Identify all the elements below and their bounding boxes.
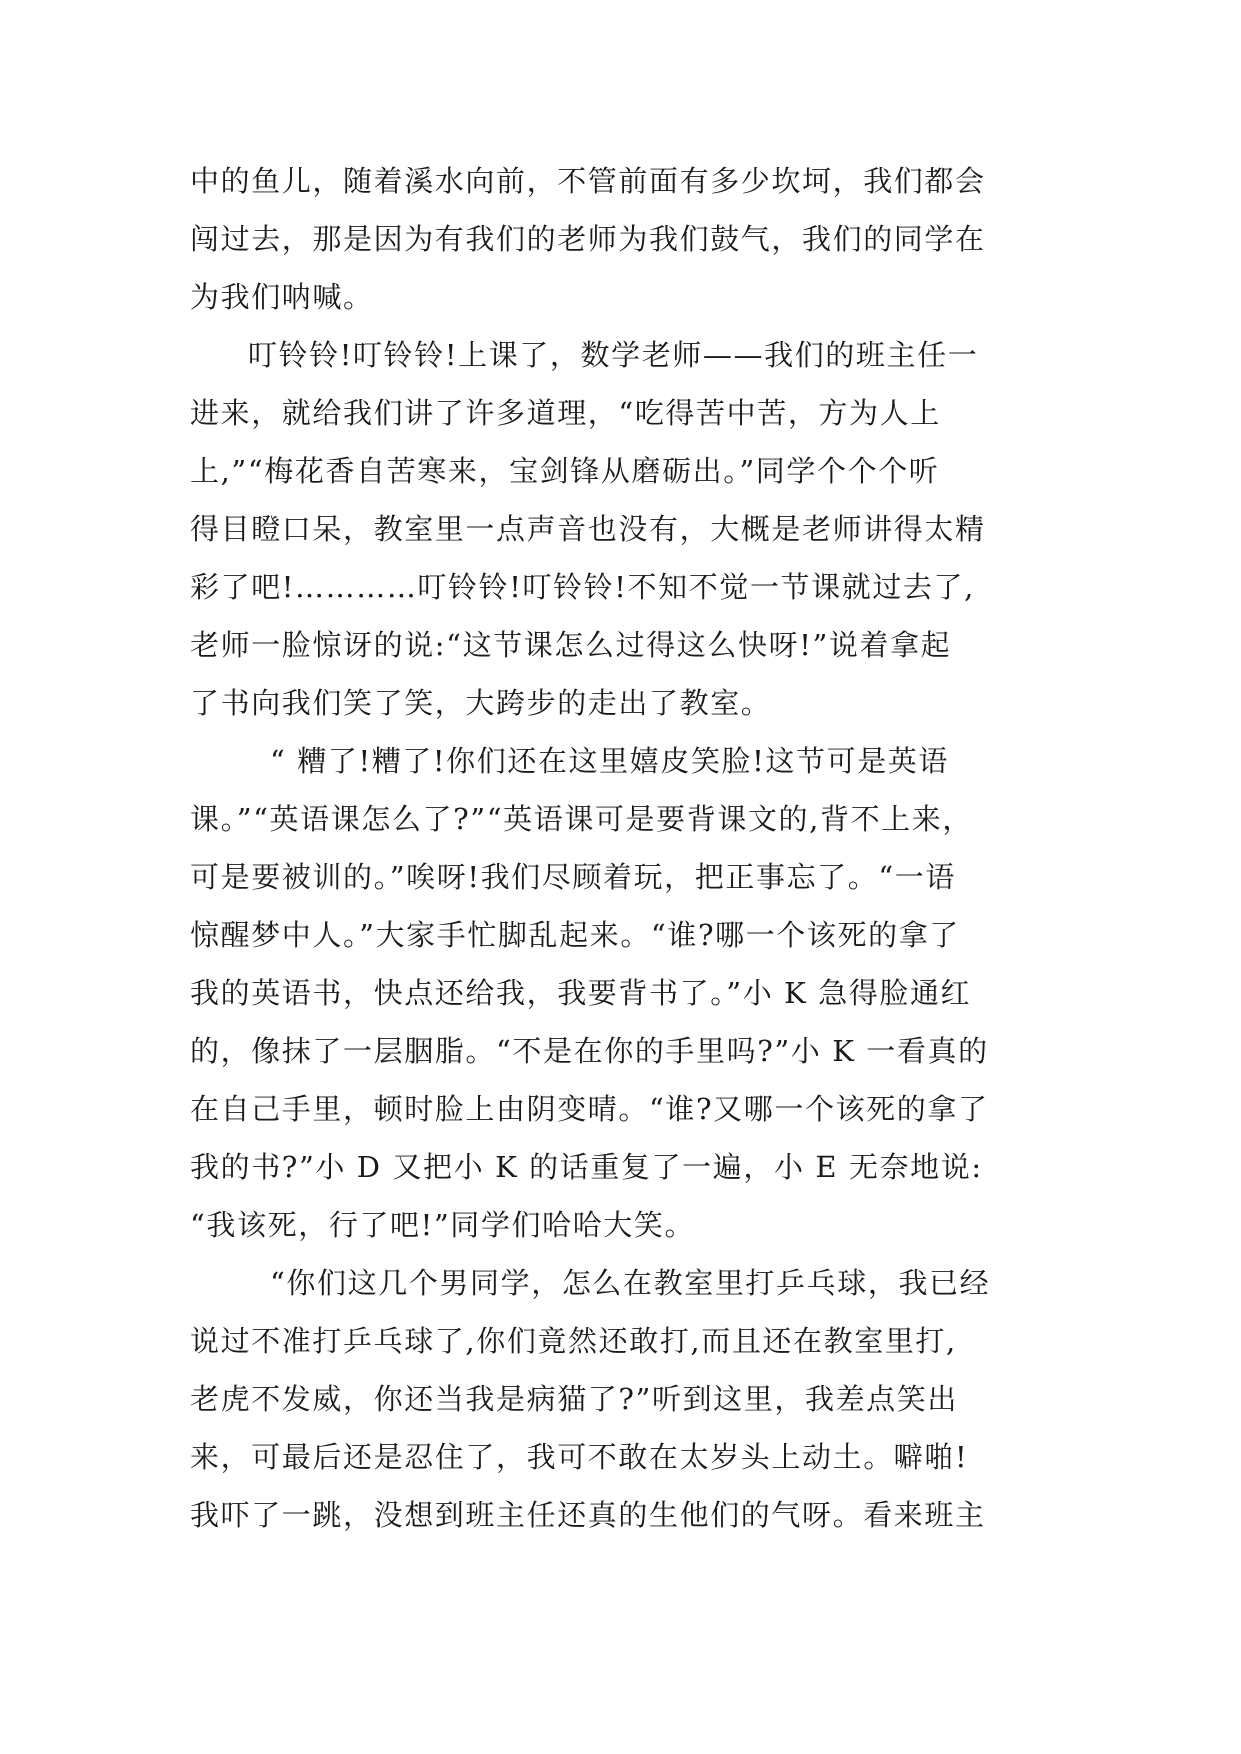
text-line: 在自己手里，顿时脸上由阴变晴。“谁?又哪一个该死的拿了 xyxy=(190,1092,989,1126)
text-line: “我该死，行了吧!”同学们哈哈大笑。 xyxy=(190,1208,696,1242)
paragraph-start-line: 叮铃铃!叮铃铃!上课了，数学老师——我们的班主任一 xyxy=(248,338,979,372)
text-line: 我吓了一跳，没想到班主任还真的生他们的气呀。看来班主 xyxy=(190,1498,986,1532)
text-line: 闯过去，那是因为有我们的老师为我们鼓气，我们的同学在 xyxy=(190,222,986,256)
text-line: 彩了吧!…………叮铃铃!叮铃铃!不知不觉一节课就过去了, xyxy=(190,570,975,604)
text-line: 老师一脸惊讶的说:“这节课怎么过得这么快呀!”说着拿起 xyxy=(190,628,952,662)
text-line: 了书向我们笑了笑，大跨步的走出了教室。 xyxy=(190,686,772,720)
text-line: 上,”“梅花香自苦寒来，宝剑锋从磨砺出。”同学个个个听 xyxy=(190,454,940,488)
text-line: 中的鱼儿，随着溪水向前，不管前面有多少坎坷，我们都会 xyxy=(190,164,986,198)
text-line: 我的英语书，快点还给我，我要背书了。”小 K 急得脸通红 xyxy=(190,976,972,1010)
paragraph-start-line: “你们这几个男同学，怎么在教室里打乒乓球，我已经 xyxy=(270,1266,991,1300)
text-line: 说过不准打乒乓球了,你们竟然还敢打,而且还在教室里打, xyxy=(190,1324,957,1358)
text-line: 的，像抹了一层胭脂。“不是在你的手里吗?”小 K 一看真的 xyxy=(190,1034,989,1068)
text-line: 来，可最后还是忍住了，我可不敢在太岁头上动土。噼啪! xyxy=(190,1440,969,1474)
paragraph-start-line: “ 糟了!糟了!你们还在这里嬉皮笑脸!这节可是英语 xyxy=(270,744,950,778)
text-line: 老虎不发威，你还当我是病猫了?”听到这里，我差点笑出 xyxy=(190,1382,958,1416)
text-line: 惊醒梦中人。”大家手忙脚乱起来。“谁?哪一个该死的拿了 xyxy=(190,918,960,952)
text-line: 得目瞪口呆，教室里一点声音也没有，大概是老师讲得太精 xyxy=(190,512,986,546)
text-line: 可是要被训的。”唉呀!我们尽顾着玩，把正事忘了。“一语 xyxy=(190,860,957,894)
text-line: 为我们呐喊。 xyxy=(190,280,374,314)
body-text xyxy=(190,152,1070,1544)
text-line: 进来，就给我们讲了许多道理，“吃得苦中苦，方为人上 xyxy=(190,396,941,430)
text-line: 我的书?”小 D 又把小 K 的话重复了一遍，小 E 无奈地说: xyxy=(190,1150,983,1184)
text-line: 课。”“英语课怎么了?”“英语课可是要背课文的,背不上来， xyxy=(190,802,973,836)
